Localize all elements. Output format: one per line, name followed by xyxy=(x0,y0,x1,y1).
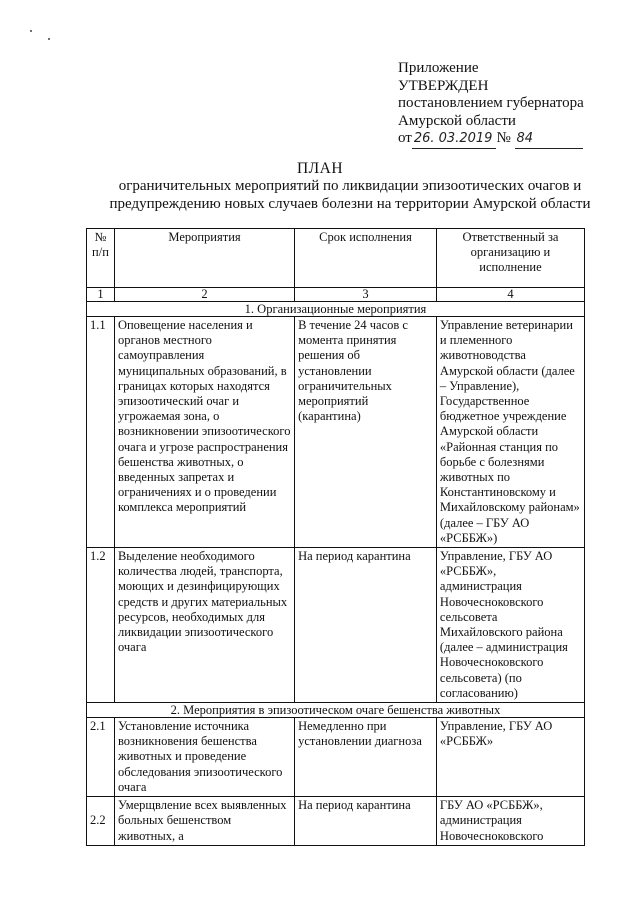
row-term: На период карантина xyxy=(295,548,437,703)
row-number: 2.1 xyxy=(87,718,115,797)
column-index: 4 xyxy=(436,288,584,302)
column-index: 1 xyxy=(87,288,115,302)
stamp-line-appendix: Приложение xyxy=(398,60,479,76)
subtitle-line: предупреждению новых случаев болезни на территории Амурской области xyxy=(109,195,591,212)
scan-speck xyxy=(48,38,50,40)
scan-speck xyxy=(30,30,32,32)
stamp-line-date xyxy=(398,130,584,149)
row-number: 1.1 xyxy=(87,317,115,548)
table-header-row xyxy=(87,229,585,288)
table-row xyxy=(87,797,585,846)
column-index: 2 xyxy=(114,288,294,302)
handwritten-number: 84 xyxy=(515,130,583,149)
document-subtitle xyxy=(60,178,640,213)
stamp-line-region: Амурской области xyxy=(398,112,516,129)
table-row xyxy=(87,718,585,797)
row-term: Немедленно при установлении диагноза xyxy=(295,718,437,797)
stamp-line-approved: УТВЕРЖДЕН xyxy=(398,77,489,94)
date-prefix: от xyxy=(398,130,412,146)
column-index: 3 xyxy=(295,288,437,302)
row-responsible: Управление ветеринарии и племенного животноводства Амурской области (далее – Управление), Государственное бюджетное учреждение Амурской области «Районная станция по борьбе с болезнями животных по Константиновскому и Михайловскому районам» (далее – ГБУ АО «РСББЖ») xyxy=(436,317,584,548)
section-title: 1. Организационные мероприятия xyxy=(87,302,585,317)
column-index-row xyxy=(87,288,585,302)
header-responsible: Ответственный за организацию и исполнение xyxy=(436,229,584,288)
header-num: № п/п xyxy=(87,229,115,288)
table-row xyxy=(87,317,585,548)
header-activity: Мероприятия xyxy=(114,229,294,288)
row-number: 2.2 xyxy=(87,797,115,846)
row-responsible: Управление, ГБУ АО «РСББЖ» xyxy=(436,718,584,797)
row-activity: Умерщвление всех выявленных больных бешенством животных, а xyxy=(114,797,294,846)
row-activity: Оповещение населения и органов местного самоуправления муниципальных образований, в границах которых находятся эпизоотический очаг и угрожаемая зона, о возникновении эпизоотического очага и угрозе распространения бешенства животных, о введенных запретах и ограничениях и о проведении комплекса мероприятий xyxy=(114,317,294,548)
row-term: В течение 24 часов с момента принятия решения об установлении ограничительных мероприятий (карантина) xyxy=(295,317,437,548)
table-row xyxy=(87,548,585,703)
row-responsible: ГБУ АО «РСББЖ», администрация Новочесноковского xyxy=(436,797,584,846)
subtitle-line: ограничительных мероприятий по ликвидации эпизоотических очагов и xyxy=(118,178,582,194)
section-header-row xyxy=(87,703,585,718)
stamp-line-decree: постановлением губернатора xyxy=(398,95,584,111)
approval-stamp xyxy=(398,60,584,149)
plan-table xyxy=(86,228,585,846)
handwritten-date: 26. 03.2019 xyxy=(412,130,497,149)
section-header-row xyxy=(87,302,585,317)
document-title: ПЛАН xyxy=(296,160,344,177)
number-prefix: № xyxy=(496,130,511,146)
header-term: Срок исполнения xyxy=(295,229,437,288)
section-title: 2. Мероприятия в эпизоотическом очаге бешенства животных xyxy=(87,703,585,718)
row-term: На период карантина xyxy=(295,797,437,846)
row-responsible: Управление, ГБУ АО «РСББЖ», администрация Новочесноковского сельсовета Михайловского района (далее – администрация Новочесноковского сельсовета) (по согласованию) xyxy=(436,548,584,703)
row-activity: Выделение необходимого количества людей, транспорта, моющих и дезинфицирующих средств и других материальных ресурсов, необходимых для ликвидации эпизоотического очага xyxy=(114,548,294,703)
row-number: 1.2 xyxy=(87,548,115,703)
row-activity: Установление источника возникновения бешенства животных и проведение обследования эпизоотического очага xyxy=(114,718,294,797)
